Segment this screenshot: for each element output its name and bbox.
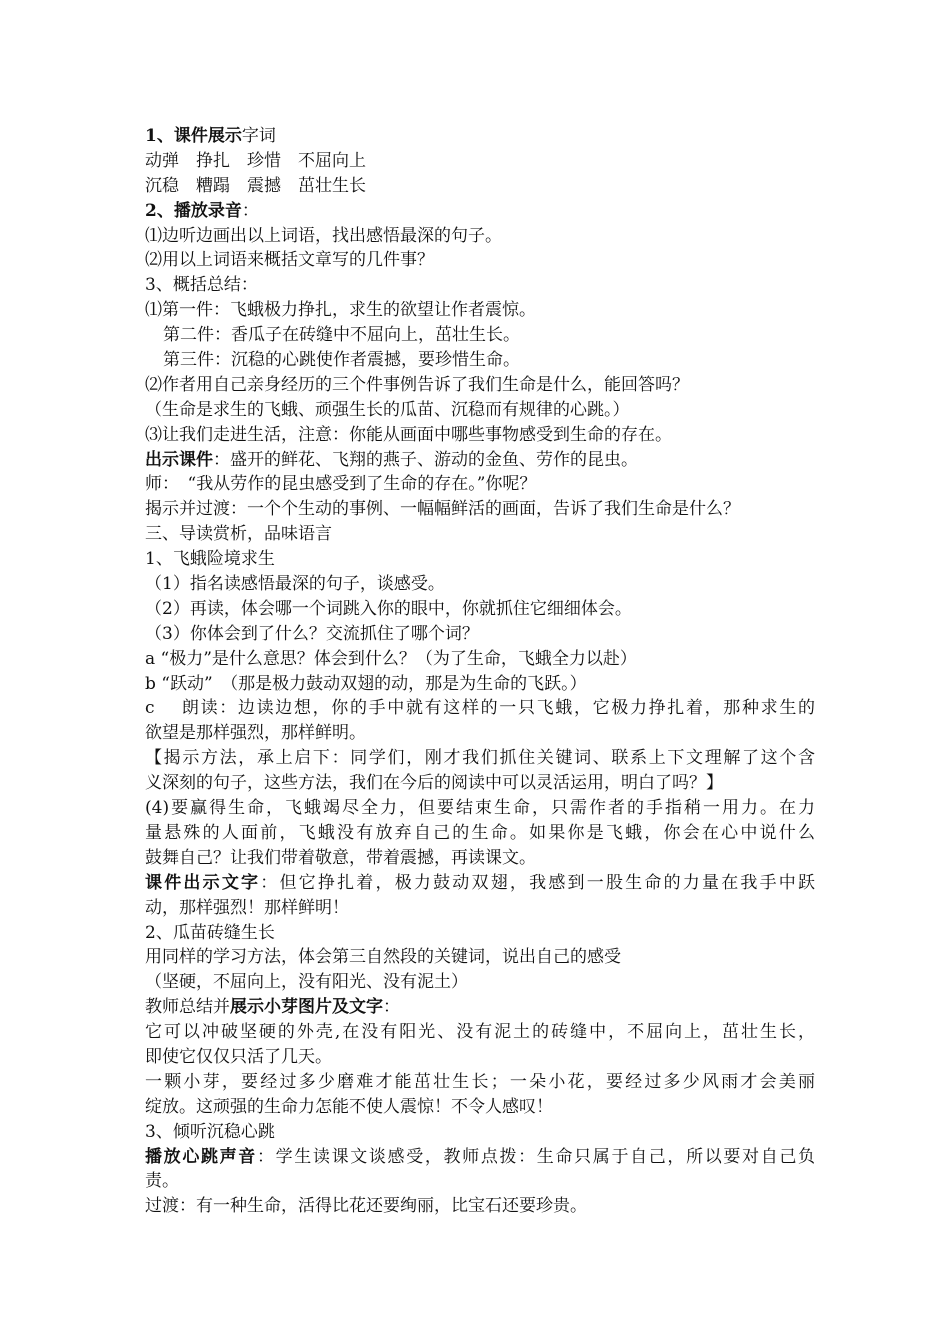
text-line: ⑵作者用自己亲身经历的三个件事例告诉了我们生命是什么，能回答吗？: [145, 374, 689, 395]
text-line: 义深刻的句子，这些方法，我们在今后的阅读中可以灵活运用，明白了吗？】: [145, 773, 723, 794]
text-line: （生命是求生的飞蛾、顽强生长的瓜苗、沉稳而有规律的心跳。）: [145, 399, 630, 420]
text-line: （2）再读，体会哪一个词跳入你的眼中，你就抓住它细细体会。: [145, 598, 632, 619]
text-line: ⑶让我们走进生活，注意：你能从画面中哪些事物感受到生命的存在。: [145, 424, 672, 445]
bold-label: 展示小芽图片及文字: [230, 997, 383, 1018]
bold-label: 2、播放录音: [145, 200, 242, 221]
text-line: 第二件：香瓜子在砖缝中不屈向上，茁壮生长。: [163, 325, 520, 346]
bold-label: 课件出示文字: [145, 872, 261, 893]
line-text: ：: [383, 997, 400, 1018]
text-line: 量悬殊的人面前，飞蛾没有放弃自己的生命。如果你是飞蛾，你会在心中说什么: [145, 822, 815, 843]
subheading-melon: 2、瓜苗砖缝生长: [145, 922, 275, 943]
text-line: 过渡：有一种生命，活得比花还要绚丽，比宝石还要珍贵。: [145, 1196, 587, 1217]
subheading-heartbeat: 3、倾听沉稳心跳: [145, 1121, 275, 1142]
bold-label: 出示课件: [145, 449, 213, 470]
text-line: c 朗读：边读边想，你的手中就有这样的一只飞蛾，它极力挣扎着，那种求生的: [145, 698, 815, 719]
bold-label: 1、课件展示: [145, 126, 242, 146]
text-line: 即使它仅仅只活了几天。: [145, 1046, 332, 1067]
text-line: 【揭示方法，承上启下：同学们，刚才我们抓住关键词、联系上下文理解了这个含: [145, 748, 815, 769]
text-line: （3）你体会到了什么？交流抓住了哪个词？: [145, 623, 479, 644]
courseware-text-line: [145, 871, 815, 896]
line-text: ：盛开的鲜花、飞翔的燕子、游动的金鱼、劳作的昆虫。: [213, 449, 638, 470]
text-line: 鼓舞自己？让我们带着敬意，带着震撼，再读课文。: [145, 847, 536, 868]
text-line: 动，那样强烈！那样鲜明！: [145, 897, 349, 918]
line-text: 字词: [241, 126, 276, 146]
heading-courseware-words: [145, 124, 815, 149]
subheading-moth: 1、飞蛾险境求生: [145, 549, 275, 570]
text-line: 欲望是那样强烈，那样鲜明。: [145, 723, 366, 744]
text-line: 揭示并过渡：一个个生动的事例、一幅幅鲜活的画面，告诉了我们生命是什么？: [145, 499, 740, 520]
word-row-2: 沉稳 糟蹋 震撼 茁壮生长: [145, 175, 366, 196]
text-line: 它可以冲破坚硬的外壳,在没有阳光、没有泥土的砖缝中，不屈向上，茁壮生长，: [145, 1022, 815, 1043]
word-row-1: 动弹 挣扎 珍惜 不屈向上: [145, 150, 366, 171]
line-text: ：: [241, 200, 259, 221]
text-line: 责。: [145, 1171, 179, 1192]
show-courseware-line: [145, 448, 815, 473]
text-line: 绽放。这顽强的生命力怎能不使人震惊！不令人感叹！: [145, 1096, 553, 1117]
line-text: ：学生读课文谈感受，教师点拨：生命只属于自己，所以要对自己负: [256, 1146, 816, 1167]
text-line: 师： “我从劳作的昆虫感受到了生命的存在。”你呢？: [145, 474, 537, 495]
text-line: 第三件：沉稳的心跳使作者震撼，要珍惜生命。: [163, 350, 520, 371]
section-heading-3: 三、导读赏析，品味语言: [145, 524, 332, 545]
heartbeat-line: [145, 1145, 815, 1170]
text-line: （1）指名读感悟最深的句子，谈感受。: [145, 574, 445, 595]
line-text: 教师总结并: [145, 997, 230, 1018]
teacher-summary-line: [145, 995, 815, 1020]
text-line: 一颗小芽，要经过多少磨难才能茁壮生长；一朵小花，要经过多少风雨才会美丽: [145, 1071, 815, 1092]
document-page: [145, 124, 815, 1219]
text-line: ⑵用以上词语来概括文章写的几件事？: [145, 250, 434, 271]
bold-label: 播放心跳声音: [145, 1146, 257, 1167]
line-text: ：但它挣扎着，极力鼓动双翅，我感到一股生命的力量在我手中跃: [260, 872, 816, 893]
text-line: b “跃动” （那是极力鼓动双翅的动，那是为生命的飞跃。）: [145, 673, 587, 694]
text-line: a “极力”是什么意思？体会到什么？（为了生命，飞蛾全力以赴）: [145, 648, 637, 669]
heading-play-recording: [145, 199, 815, 224]
text-line: ⑴第一件：飞蛾极力挣扎，求生的欲望让作者震惊。: [145, 300, 536, 321]
text-line: （坚硬，不屈向上，没有阳光、没有泥土）: [145, 972, 468, 993]
heading-summary: 3、概括总结：: [145, 275, 258, 296]
text-line: ⑴边听边画出以上词语，找出感悟最深的句子。: [145, 225, 502, 246]
text-line: 用同样的学习方法，体会第三自然段的关键词，说出自己的感受: [145, 947, 621, 968]
text-line: (4)要赢得生命，飞蛾竭尽全力，但要结束生命，只需作者的手指稍一用力。在力: [145, 798, 815, 819]
